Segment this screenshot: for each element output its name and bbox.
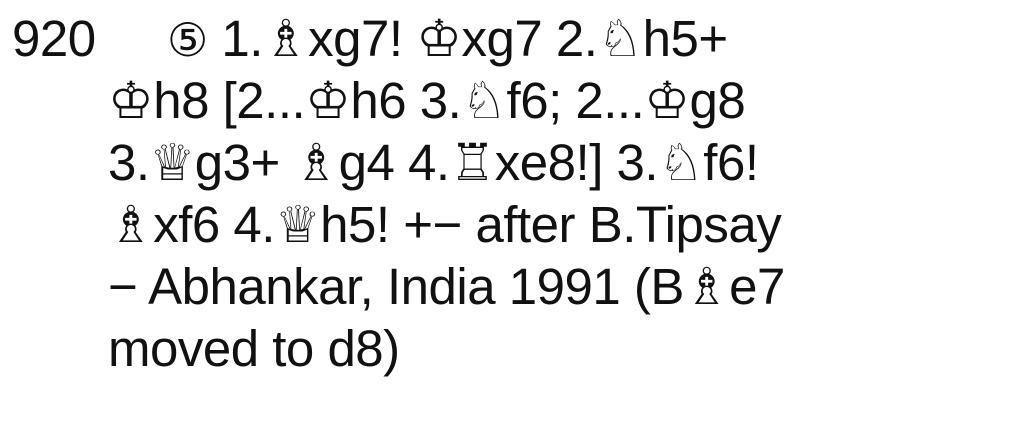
puzzle-number: 920 (12, 10, 96, 67)
puzzle-line-4: ♗xf6 4.♕h5! +− after B.Tipsay (108, 196, 782, 253)
difficulty-badge: ⑤ (167, 13, 208, 67)
puzzle-line-1 (12, 8, 728, 71)
puzzle-line-3: 3.♕g3+ ♗g4 4.♖xe8!] 3.♘f6! (108, 134, 759, 191)
puzzle-line-5: − Abhankar, India 1991 (B♗e7 (108, 258, 785, 315)
puzzle-line-2: ♔h8 [2...♔h6 3.♘f6; 2...♔g8 (108, 72, 746, 129)
move-text: 1.♗xg7! ♔xg7 2.♘h5+ (221, 10, 728, 67)
puzzle-line-6: moved to d8) (108, 320, 400, 377)
